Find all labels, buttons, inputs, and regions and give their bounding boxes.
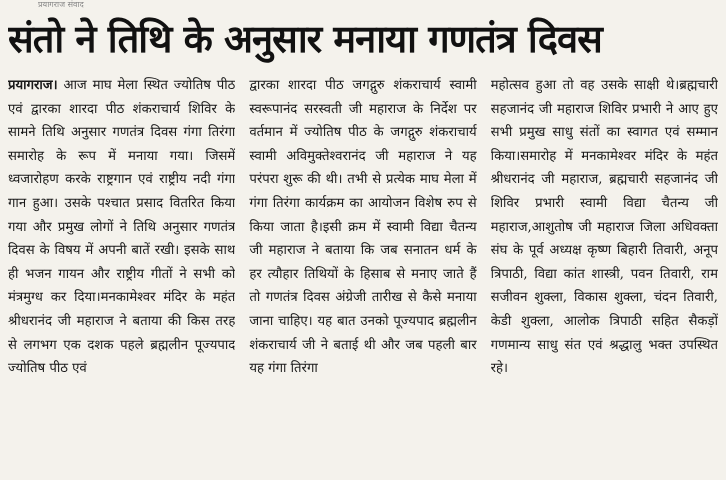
article-body bbox=[8, 74, 718, 474]
kicker-text: प्रयागराज संवाद bbox=[38, 0, 84, 9]
dateline: प्रयागराज। bbox=[8, 78, 58, 93]
headline: संतो ने तिथि के अनुसार मनाया गणतंत्र दिवस bbox=[8, 17, 602, 61]
column-text-1: आज माघ मेला स्थित ज्योतिष पीठ एवं द्वारका शारदा पीठ शंकराचार्य शिविर के सामने तिथि अनुसार गणतंत्र दिवस गंगा तिरंगा समारोह के रूप में मनाया गया। जिसमें ध्वजारोहण करके राष्ट्रगान एवं राष्ट्रीय नदी गंगा गान हुआ। उसके पश्चात प्रसाद वितरित किया गया और प्रमुख लोगों ने तिथि अनुसार गणतंत्र दिवस के विषय में अपनी बातें रखी। इसके साथ ही भजन गायन और राष्ट्रीय गीतों ने सभी को मंत्रमुग्ध कर दिया।मनकामेश्वर मंदिर के महंत श्रीधरानंद जी महाराज ने बताया की किस तरह से लगभग एक दशक पहले ब्रह्मलीन पूज्यपाद ज्योतिष पीठ एवं bbox=[8, 78, 236, 377]
article-column-1 bbox=[8, 74, 235, 474]
article-column-3: महोत्सव हुआ तो वह उसके साक्षी थे।ब्रह्मचारी सहजानंद जी महाराज शिविर प्रभारी ने आए हुए सभी प्रमुख साधु संतों का स्वागत एवं सम्मान किया।समारोह में मनकामेश्वर मंदिर के महंत श्रीधरानंद जी महाराज, ब्रह्मचारी सहजानंद जी शिविर प्रभारी स्वामी विद्या चैतन्य जी महाराज,आशुतोष जी महाराज जिला अधिवक्ता संघ के पूर्व अध्यक्ष कृष्ण बिहारी तिवारी, अनूप त्रिपाठी, विद्या कांत शास्त्री, पवन तिवारी, राम सजीवन शुक्ला, विकास शुक्ला, चंदन तिवारी, केडी शुक्ला, आलोक त्रिपाठी सहित सैकड़ों गणमान्य साधु संत एवं श्रद्धालु भक्त उपस्थित रहे। bbox=[490, 78, 718, 377]
article-column-2: द्वारका शारदा पीठ जगद्गुरु शंकराचार्य स्वामी स्वरूपानंद सरस्वती जी महाराज के निर्देश पर वर्तमान में ज्योतिष पीठ के जगद्गुरु शंकराचार्य स्वामी अविमुक्तेश्वरानंद जी महाराज ने यह परंपरा शुरू की थी। तभी से प्रत्येक माघ मेला में गंगा तिरंगा कार्यक्रम का आयोजन विशेष रुप से किया जाता है।इसी क्रम में स्वामी विद्या चैतन्य जी महाराज ने बताया कि जब सनातन धर्म के हर त्यौहार तिथियों के हिसाब से मनाए जाते हैं तो गणतंत्र दिवस अंग्रेजी तारीख से कैसे मनाया जाना चाहिए। यह बात उनको पूज्यपाद ब्रह्मलीन शंकराचार्य जी ने बताई थी और जब पहली बार यह गंगा तिरंगा bbox=[249, 78, 477, 377]
